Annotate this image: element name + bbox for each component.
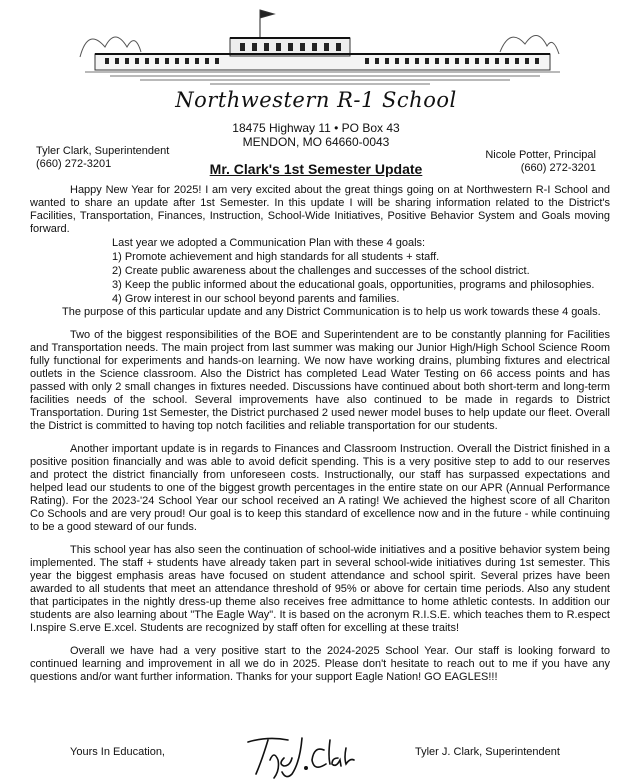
principal-phone: (660) 272-3201 — [520, 162, 596, 174]
school-name: Northwestern R-1 School — [175, 88, 457, 112]
letter-body — [30, 184, 610, 694]
principal-name: Nicole Potter, Principal — [485, 149, 596, 161]
school-building-illustration — [70, 2, 575, 88]
finances-paragraph: Another important update is in regards to Finances and Classroom Instruction. Overall the District finished in a positive position financially and was able to avoid deficit spending. This is a very positive step to add to our reserves and protect the district financially from unforeseen costs. Instructionally, our staff has surpassed expectations and helped lead our students to one of the biggest growth percentages in the entire state on our APR (Annual Performance Rating). For the 2023-'24 School Year our school received an A rating! We achieved the highest score of all Chariton Co Schools and are very proud! Our goal is to keep this standard of excellence now and in the future - while continuing to be a good steward of our funds. — [30, 443, 610, 533]
intro-paragraph: Happy New Year for 2025! I am very excited about the great things going on at Northwestern R-I School and wanted to share an update after 1st Semester. In this update I will be sharing information related to the District's Facilities, Transportation, Finances, Instruction, School-Wide Initiatives, Positive Behavior System and Goals moving forward. — [30, 184, 610, 235]
facilities-paragraph: Two of the biggest responsibilities of the BOE and Superintendent are to be constantly planning for Facilities and Transportation needs. The main project from last summer was making our Junior High/High School Science Room fully functional for experiments and hands-on learning. We now have working drains, plumbing fixtures and electrical outlets in the Science classroom. Also the District has completed Lead Water Testing on 66 access points and has passed with only 2 small changes in fixtures needed. Discussions have continued about both short-term and long-term facilities needs of the school. Several improvements have also continued to be made in regards to District Transportation. During 1st Semester, the District purchased 2 used newer model buses to help update our fleet. Overall the District is committed to having top notch facilities and reliable transportation for our students. — [30, 329, 610, 432]
superintendent-name: Tyler Clark, Superintendent — [36, 145, 170, 157]
salutation: Yours In Education, — [70, 746, 165, 758]
goal-item: 3) Keep the public informed about the educational goals, opportunities, programs and philosophies. — [112, 279, 595, 291]
initiatives-paragraph: This school year has also seen the continuation of school-wide initiatives and a positive behavior system being implemented. The staff + students have already taken part in several school-wide initiatives during 1st semester. This year the biggest emphasis areas have focused on student attendance and school spirit. Several prizes have been awarded to all students that meet an attendance threshold of 95% or above for certain time periods. Also any student that participates in the nightly dress-up theme also receives free admittance to home athletic contests. In addition our students are also learning about "The Eagle Way". It is based on the acronym R.I.S.E. which teaches them to R.espect I.nspire S.erve E.xcel. Students are recognized by staff often for excelling at these traits! — [30, 544, 610, 634]
superintendent-phone: (660) 272-3201 — [36, 158, 112, 170]
address-line-1: 18475 Highway 11 • PO Box 43 — [232, 121, 400, 135]
goals-list — [112, 236, 610, 306]
handwritten-signature — [240, 730, 360, 782]
address-line-2: MENDON, MO 64660-0043 — [242, 135, 390, 149]
purpose-paragraph: The purpose of this particular update and any District Communication is to help us work towards these 4 goals. — [62, 306, 601, 318]
goal-item: 1) Promote achievement and high standards for all students + staff. — [112, 251, 440, 263]
page-title: Mr. Clark's 1st Semester Update — [209, 161, 423, 177]
goal-item: 4) Grow interest in our school beyond parents and families. — [112, 293, 400, 305]
closing-paragraph: Overall we have had a very positive start to the 2024-2025 School Year. Our staff is looking forward to continued learning and improvement in all we do in 2025. Please don't hesitate to reach out to me if you have any questions and/or want further information. Thanks for your support Eagle Nation! GO EAGLES!!! — [30, 645, 610, 683]
signed-name: Tyler J. Clark, Superintendent — [415, 746, 560, 758]
goal-item: 2) Create public awareness about the challenges and successes of the school district. — [112, 265, 530, 277]
plan-intro: Last year we adopted a Communication Plan with these 4 goals: — [112, 237, 426, 249]
